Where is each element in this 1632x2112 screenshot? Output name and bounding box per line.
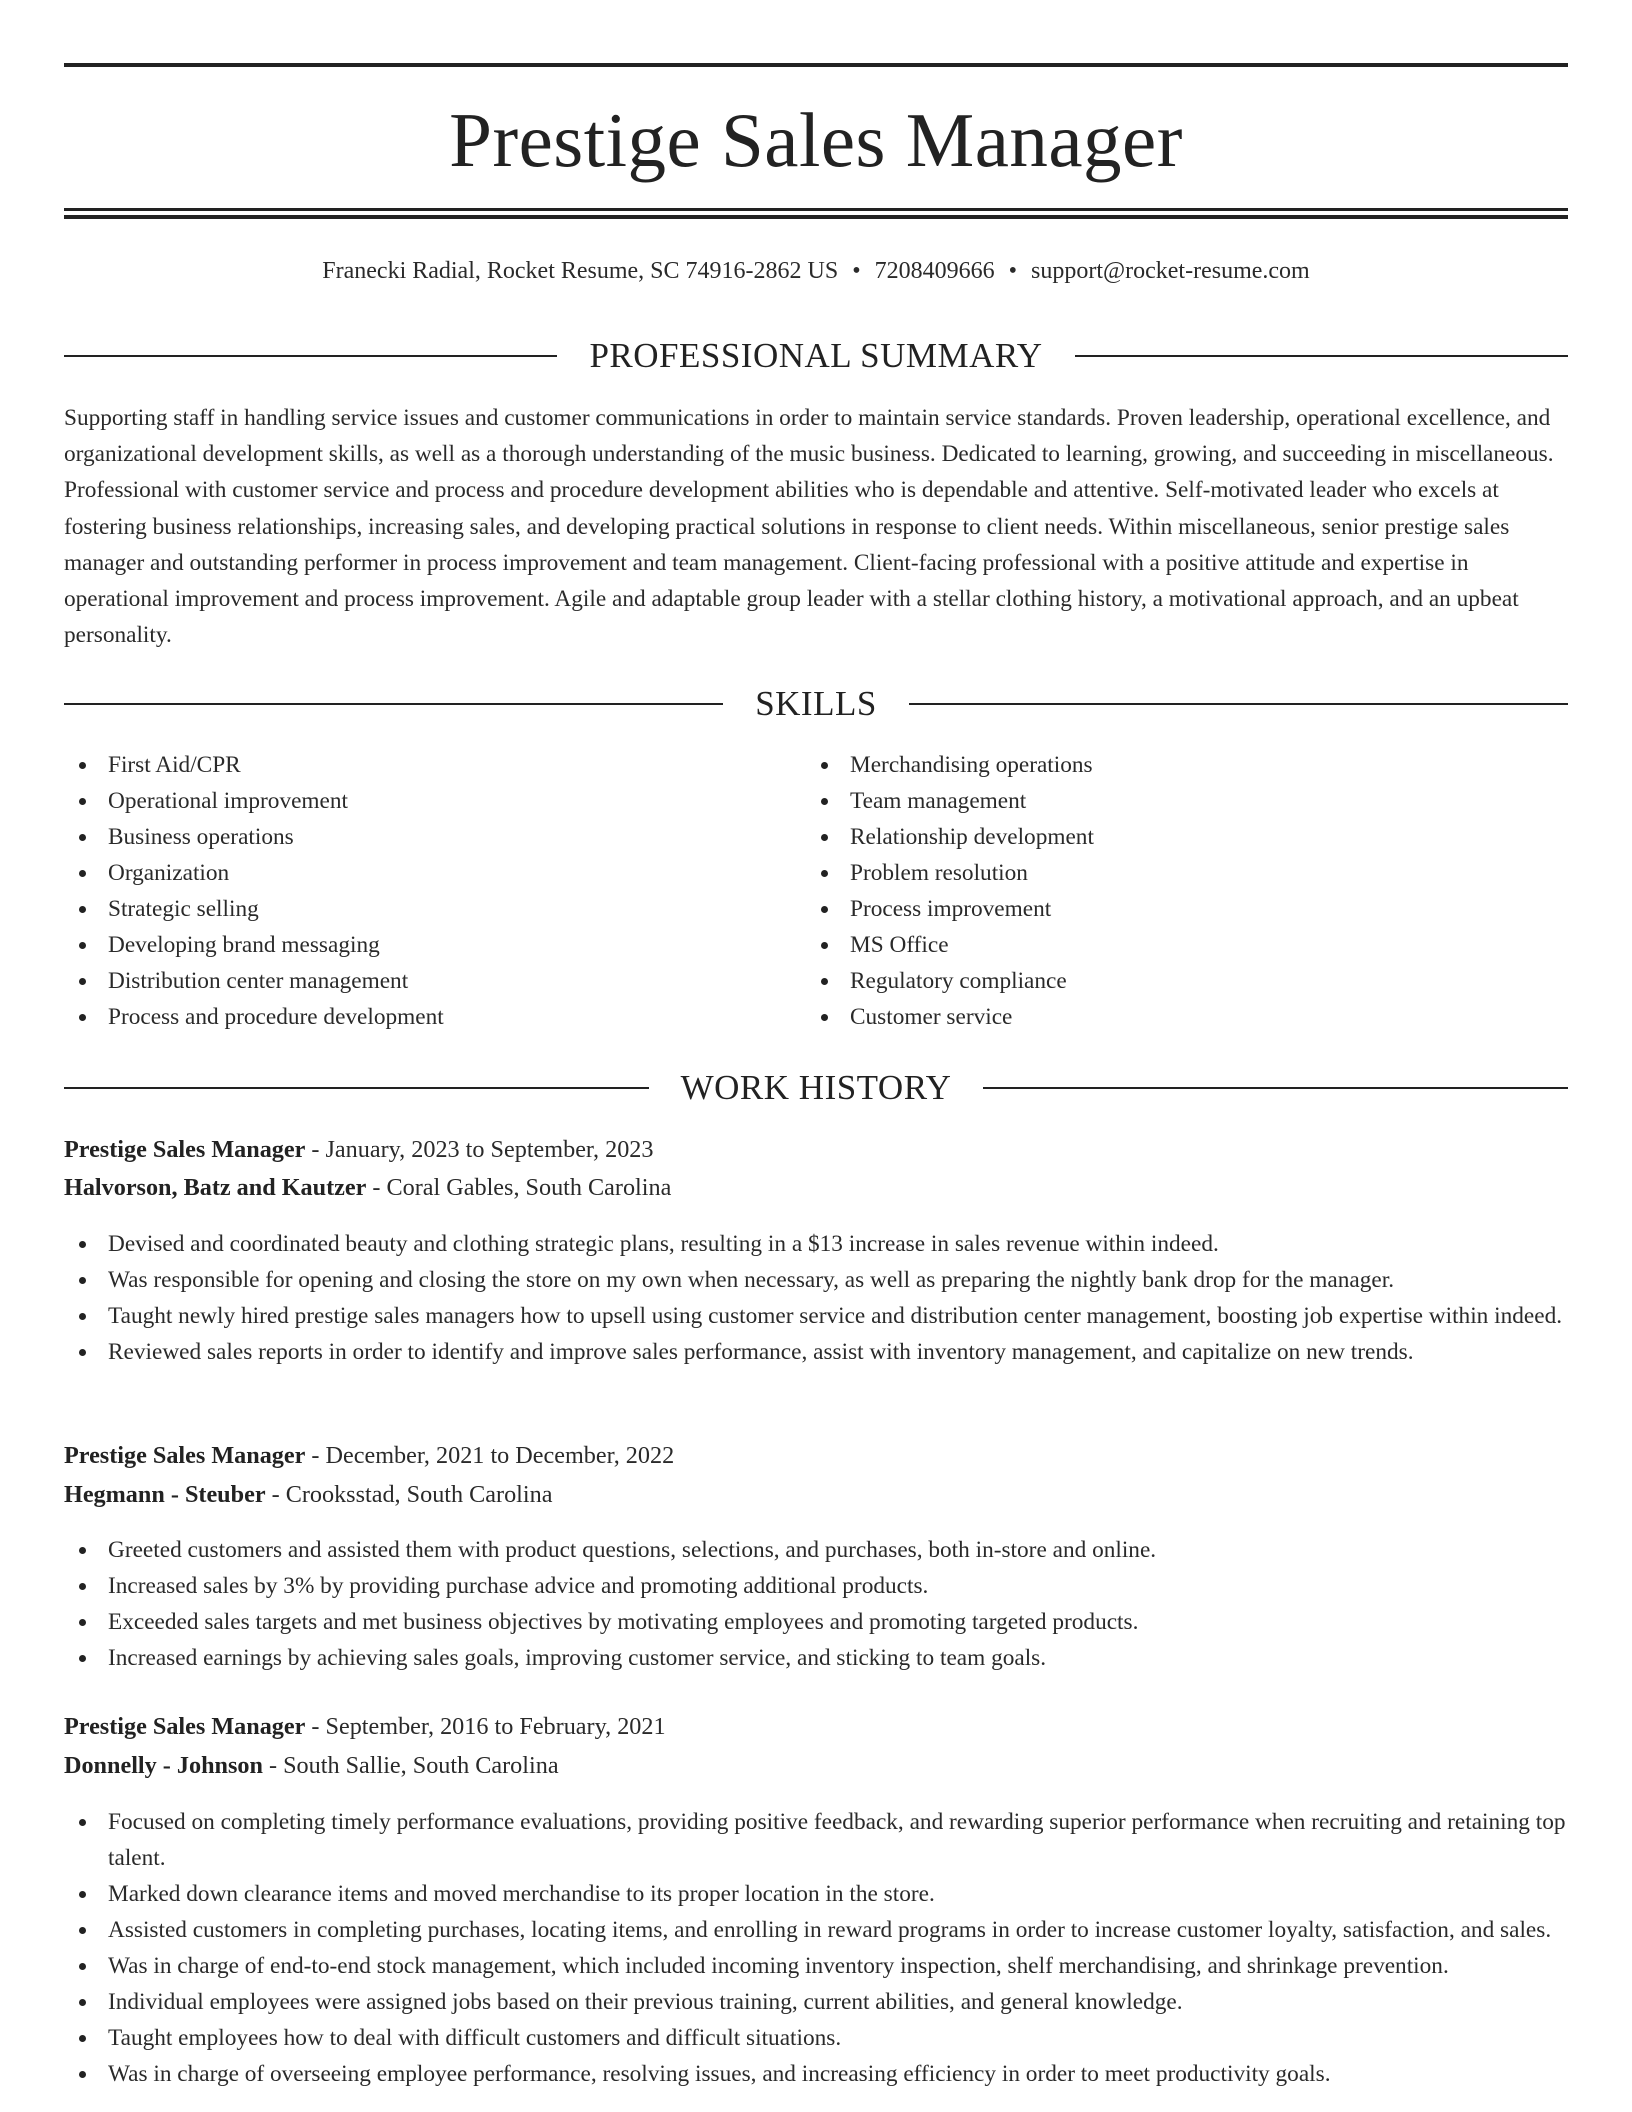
job-bullets: [64, 1532, 1568, 1676]
contact-phone: 7208409666: [874, 258, 995, 284]
contact-separator: •: [1008, 258, 1018, 284]
section-rule-right: [1075, 355, 1568, 357]
job-company: Hegmann - Steuber: [64, 1481, 266, 1508]
contact-email: support@rocket-resume.com: [1031, 258, 1310, 284]
section-title: WORK HISTORY: [680, 1068, 952, 1107]
skill-item: Organization: [64, 855, 804, 891]
job-bullet: Taught newly hired prestige sales managers how to upsell using customer service and distribution center management, boosting job expertise within indeed.: [64, 1298, 1568, 1334]
name-rule-upper: [64, 208, 1568, 211]
job-bullet: Devised and coordinated beauty and clothing strategic plans, resulting in a $13 increase in sales revenue within indeed.: [64, 1226, 1568, 1262]
contact-line: [64, 253, 1568, 289]
job-bullet: Was in charge of overseeing employee performance, resolving issues, and increasing efficiency in order to meet productivity goals.: [64, 2056, 1568, 2092]
section-title: PROFESSIONAL SUMMARY: [589, 336, 1043, 375]
job-bullet: Assisted customers in completing purchases, locating items, and enrolling in reward programs in order to increase customer loyalty, satisfaction, and sales.: [64, 1912, 1568, 1948]
job-company-line: [64, 1747, 1568, 1785]
job-company-line: [64, 1476, 1568, 1514]
skill-item: MS Office: [806, 927, 1546, 963]
job-bullet: Greeted customers and assisted them with product questions, selections, and purchases, both in-store and online.: [64, 1532, 1568, 1568]
job-dates: - January, 2023 to September, 2023: [305, 1136, 654, 1163]
section-header-skills: [64, 681, 1568, 727]
job-bullet: Individual employees were assigned jobs based on their previous training, current abilities, and general knowledge.: [64, 1984, 1568, 2020]
job-bullet: Focused on completing timely performance evaluations, providing positive feedback, and rewarding superior performance when recruiting and retaining top talent.: [64, 1804, 1568, 1876]
section-rule-right: [909, 703, 1568, 705]
job-dates: - December, 2021 to December, 2022: [305, 1442, 675, 1469]
job-title: Prestige Sales Manager: [64, 1442, 306, 1469]
job-company: Donnelly - Johnson: [64, 1752, 263, 1779]
job-title: Prestige Sales Manager: [64, 1136, 306, 1163]
skill-item: Distribution center management: [64, 963, 804, 999]
skill-item: Regulatory compliance: [806, 963, 1546, 999]
job-location: - Coral Gables, South Carolina: [366, 1174, 672, 1201]
job-title-line: [64, 1437, 1568, 1475]
job-bullet: Was in charge of end-to-end stock management, which included incoming inventory inspection, shelf merchandising, and shrinkage prevention.: [64, 1948, 1568, 1984]
skill-item: First Aid/CPR: [64, 747, 804, 783]
skill-item: Team management: [806, 783, 1546, 819]
section-rule-right: [983, 1087, 1568, 1089]
job-bullets: [64, 1226, 1568, 1370]
skill-item: Merchandising operations: [806, 747, 1546, 783]
skill-item: Customer service: [806, 999, 1546, 1035]
job-title-line: [64, 1131, 1568, 1169]
top-rule: [64, 63, 1568, 67]
contact-separator: •: [852, 258, 861, 284]
job-company-line: [64, 1169, 1568, 1207]
skill-item: Developing brand messaging: [64, 927, 804, 963]
name-rule-lower: [64, 215, 1568, 219]
skill-item: Problem resolution: [806, 855, 1546, 891]
skill-item: Relationship development: [806, 819, 1546, 855]
section-header-work-history: [64, 1065, 1568, 1111]
skills-list-right: [806, 747, 1546, 1035]
skills-list-left: [64, 747, 804, 1035]
job-bullet: Increased sales by 3% by providing purchase advice and promoting additional products.: [64, 1568, 1568, 1604]
section-header-summary: [64, 333, 1568, 379]
job-bullets: [64, 1804, 1568, 2092]
job-bullet: Reviewed sales reports in order to identify and improve sales performance, assist with inventory management, and capitalize on new trends.: [64, 1334, 1568, 1370]
skill-item: Process improvement: [806, 891, 1546, 927]
job-dates: - September, 2016 to February, 2021: [305, 1713, 666, 1740]
skill-item: Operational improvement: [64, 783, 804, 819]
job-bullet: Marked down clearance items and moved merchandise to its proper location in the store.: [64, 1876, 1568, 1912]
job-bullet: Exceeded sales targets and met business objectives by motivating employees and promoting targeted products.: [64, 1604, 1568, 1640]
skill-item: Business operations: [64, 819, 804, 855]
section-rule-left: [64, 1087, 649, 1089]
job-title-line: [64, 1708, 1568, 1746]
job-bullet: Increased earnings by achieving sales goals, improving customer service, and sticking to team goals.: [64, 1640, 1568, 1676]
job-bullet: Taught employees how to deal with difficult customers and difficult situations.: [64, 2020, 1568, 2056]
resume-name: Prestige Sales Manager: [449, 97, 1183, 183]
section-rule-left: [64, 703, 723, 705]
job-company: Halvorson, Batz and Kautzer: [64, 1174, 367, 1201]
skill-item: Process and procedure development: [64, 999, 804, 1035]
contact-address: Franecki Radial, Rocket Resume, SC 74916-2862 US: [322, 258, 839, 284]
job-location: - South Sallie, South Carolina: [262, 1752, 559, 1779]
job-location: - Crooksstad, South Carolina: [265, 1481, 553, 1508]
skill-item: Strategic selling: [64, 891, 804, 927]
summary-text: Supporting staff in handling service issues and customer communications in order to maintain service standards. Proven leadership, operational excellence, and organizational development skills, as well as a thorough understanding of the music business. Dedicated to learning, growing, and succeeding in miscellaneous. Professional with customer service and process and procedure development abilities who is dependable and attentive. Self-motivated leader who excels at fostering business relationships, increasing sales, and developing practical solutions in response to client needs. Within miscellaneous, senior prestige sales manager and outstanding performer in process improvement and team management. Client-facing professional with a positive attitude and expertise in operational improvement and process improvement. Agile and adaptable group leader with a stellar clothing history, a motivational approach, and an upbeat personality.: [64, 405, 1554, 649]
job-title: Prestige Sales Manager: [64, 1713, 306, 1740]
section-title: SKILLS: [755, 684, 877, 723]
job-bullet: Was responsible for opening and closing the store on my own when necessary, as well as preparing the nightly bank drop for the manager.: [64, 1262, 1568, 1298]
section-rule-left: [64, 355, 557, 357]
